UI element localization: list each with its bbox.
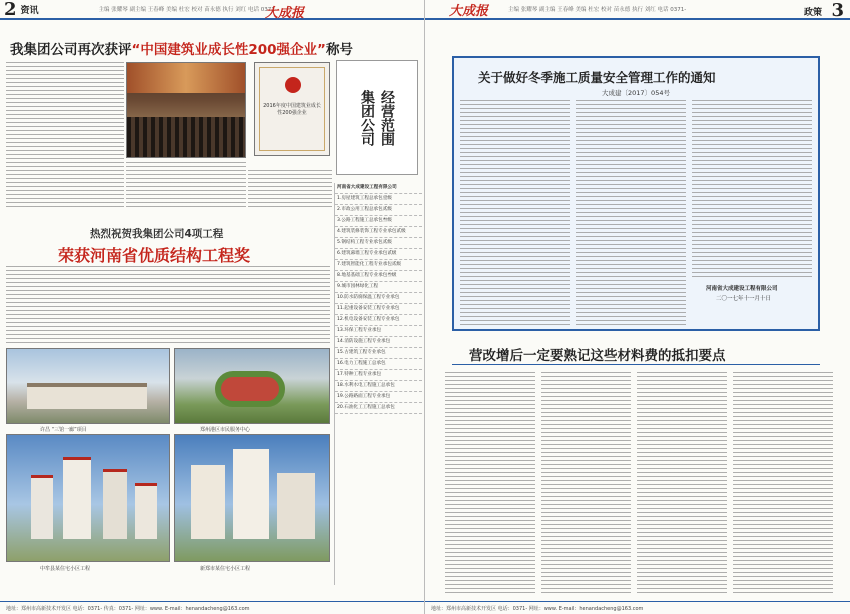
article-tax-text-col3 — [637, 372, 727, 594]
left-section-label: 资讯 — [20, 5, 39, 16]
list-item: 3.公路工程施工总承包叁级 — [335, 216, 422, 227]
left-page-number: 2 — [4, 0, 17, 20]
business-scope-list — [334, 183, 422, 585]
article-tax-text-col2 — [541, 372, 631, 594]
building-shape — [27, 383, 147, 409]
tower-2 — [63, 457, 91, 539]
notice-text-col3 — [692, 100, 812, 280]
notice-signature: 河南省大成建设工程有限公司 — [706, 286, 778, 292]
headline-award-suffix: 称号 — [325, 42, 353, 58]
photo-caption-4: 新郑市某住宅小区工程 — [200, 566, 251, 572]
headline-award-highlight: “中国建筑业成长性200强企业” — [131, 42, 326, 58]
left-footer-text: 地址：郑州市高新技术开发区 电话：0371- 传真：0371- 网址：www. E-mail：henandacheng@163.com — [6, 605, 250, 612]
photo-caption-2: 郑州港区市民服务中心 — [200, 427, 251, 433]
list-item: 17.特种工程专业承包 — [335, 370, 422, 381]
sidebar-title-2: 经营范围 — [379, 89, 395, 146]
article-award-text-col3 — [248, 170, 332, 207]
right-page-number: 3 — [831, 0, 844, 21]
tower-4 — [135, 483, 157, 539]
right-header — [425, 0, 850, 20]
ceremony-audience — [127, 117, 245, 157]
notice-box — [452, 56, 820, 331]
left-footer — [0, 601, 424, 614]
list-item: 河南省大成建设工程有限公司 — [335, 183, 422, 194]
list-item: 13.环保工程专业承包 — [335, 326, 422, 337]
list-item: 16.电力工程施工总承包 — [335, 359, 422, 370]
list-item: 6.建筑幕墙工程专业承包贰级 — [335, 249, 422, 260]
article-quality-text — [6, 266, 330, 344]
tower-6 — [233, 449, 269, 539]
project-photo-1 — [6, 348, 170, 424]
article-award-text-col1 — [6, 62, 124, 207]
list-item: 1.房屋建筑工程总承包壹级 — [335, 194, 422, 205]
left-header-meta: 主编 张耀琴 副主编 王春峰 美编 杜宏 校对 苗永德 执行 刘红 电话 0371- — [98, 7, 277, 13]
award-certificate — [254, 62, 330, 156]
list-item: 12.机电设备安装工程专业承包 — [335, 315, 422, 326]
left-masthead: 大成报 — [264, 6, 304, 21]
tower-1 — [31, 475, 53, 539]
list-item: 4.建筑装修装饰工程专业承包贰级 — [335, 227, 422, 238]
tower-7 — [277, 473, 315, 539]
notice-number: 大成建〔2017〕054号 — [602, 89, 670, 97]
list-item: 5.钢结构工程专业承包贰级 — [335, 238, 422, 249]
notice-date: 二〇一七年十一月十日 — [716, 296, 772, 302]
tower-5 — [191, 465, 225, 539]
headline-quality-sub: 热烈祝贺我集团公司4项工程 — [90, 228, 224, 240]
sidebar-title-box — [336, 60, 418, 175]
article-tax-title: 营改增后一定要熟记这些材料费的抵扣要点 — [469, 348, 726, 364]
list-item: 10.防水防腐保温工程专业承包 — [335, 293, 422, 304]
article-tax-text-col1 — [445, 372, 535, 594]
notice-title: 关于做好冬季施工质量安全管理工作的通知 — [478, 70, 716, 85]
tower-3 — [103, 469, 127, 539]
list-item: 20.石油化工工程施工总承包 — [335, 403, 422, 414]
list-item: 8.地基基础工程专业承包叁级 — [335, 271, 422, 282]
article-tax-rule — [452, 364, 820, 365]
left-header — [0, 0, 424, 20]
project-photo-3 — [6, 434, 170, 562]
right-section-label: 政策 — [803, 8, 822, 18]
list-item: 11.起重设备安装工程专业承包 — [335, 304, 422, 315]
list-item: 7.建筑智能化工程专业承包贰级 — [335, 260, 422, 271]
headline-award-prefix: 我集团公司再次获评 — [10, 42, 132, 58]
project-photo-4 — [174, 434, 330, 562]
article-tax-text-col4 — [733, 372, 833, 594]
list-item: 2.市政公用工程总承包贰级 — [335, 205, 422, 216]
list-item: 18.水利水电工程施工总承包 — [335, 381, 422, 392]
right-footer — [425, 601, 850, 614]
right-masthead: 大成报 — [449, 3, 489, 19]
ceremony-photo — [126, 62, 246, 158]
list-item: 9.城市园林绿化工程 — [335, 282, 422, 293]
list-item: 15.古建筑工程专业承包 — [335, 348, 422, 359]
article-award-text-col2 — [126, 162, 246, 207]
list-item: 19.公路路面工程专业承包 — [335, 392, 422, 403]
headline-quality: 荣获河南省优质结构工程奖 — [58, 246, 251, 265]
right-header-meta: 主编 张耀琴 副主编 王春峰 美编 杜宏 校对 苗永德 执行 刘红 电话 0371- — [508, 7, 687, 13]
headline-award — [10, 38, 353, 58]
photo-caption-1: 许昌 “三馆一廊”项目 — [40, 427, 87, 433]
project-photo-2 — [174, 348, 330, 424]
notice-text-col2 — [576, 100, 686, 326]
certificate-text: 2016年度中国建筑业成长性200强企业 — [263, 103, 321, 116]
right-page — [425, 0, 850, 614]
right-footer-text: 地址：郑州市高新技术开发区 电话：0371- 网址：www. E-mail：henandacheng@163.com — [431, 605, 644, 612]
ceremony-stage — [127, 63, 245, 93]
track-shape — [215, 371, 285, 407]
photo-caption-3: 中牟县某住宅小区工程 — [40, 566, 91, 572]
sidebar-title-1: 集团公司 — [359, 89, 375, 146]
list-item: 14.消防设施工程专业承包 — [335, 337, 422, 348]
certificate-emblem — [285, 77, 301, 93]
notice-text-col1 — [460, 100, 570, 326]
